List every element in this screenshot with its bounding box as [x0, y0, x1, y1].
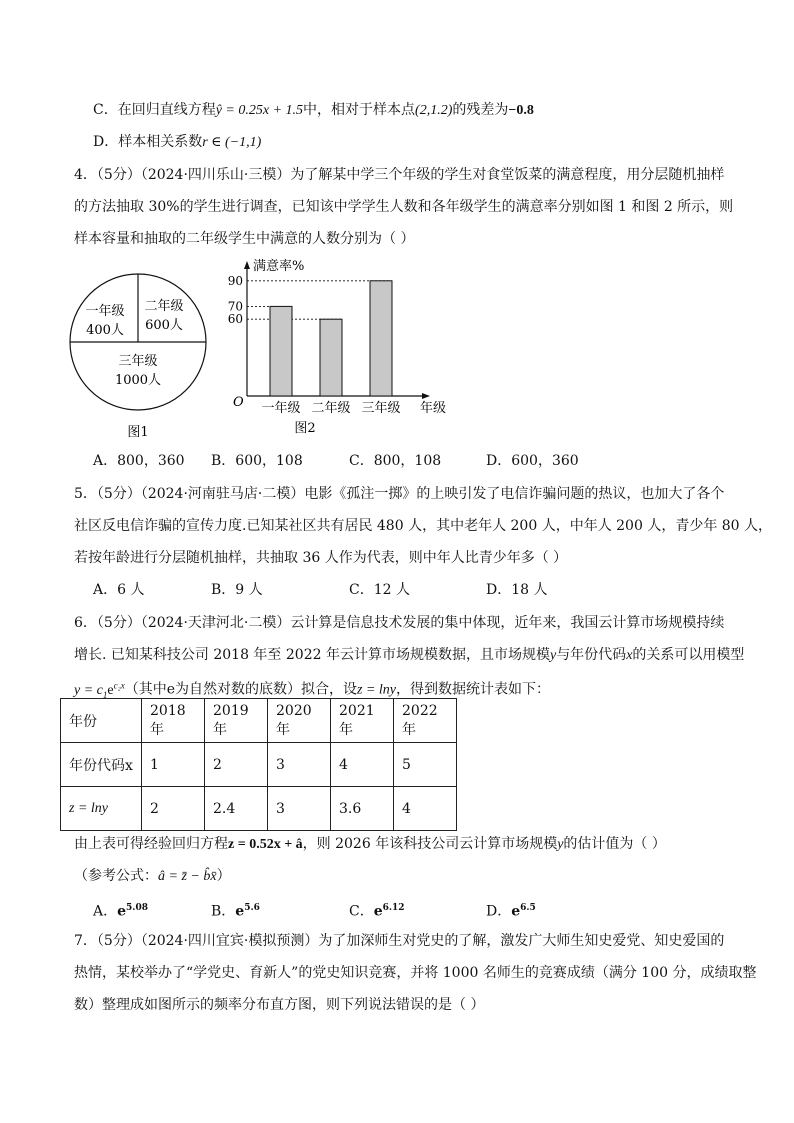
- q3-regression-equation: ŷ = 0.25x + 1.5: [215, 103, 304, 118]
- y-tick-label: 60: [227, 312, 243, 327]
- q3-sample-point: (2,1.2): [415, 103, 453, 118]
- bar-2: [320, 319, 342, 396]
- pie-grade3-label: 三年级: [118, 354, 158, 369]
- table-row-label: 年份代码x: [61, 743, 142, 787]
- table-cell: 4: [331, 743, 394, 787]
- table-row-label: z = lny: [61, 787, 142, 831]
- x-axis-label: 年级: [420, 401, 447, 416]
- table-header-cell: 2019 年: [205, 699, 268, 743]
- q3-correlation-range: r ∈ (−1,1): [202, 135, 262, 150]
- pie-grade2-count: 600人: [145, 318, 183, 333]
- q4-option-b[interactable]: B．600，108: [211, 453, 303, 469]
- pie-grade1-label: 一年级: [85, 304, 125, 319]
- q5-option-d[interactable]: D．18 人: [486, 582, 548, 598]
- q6-stem-line3: $y = c_1e^{c_2x}$（其中e为自然对数的底数）拟合，设z = lny，得到数据统计表如下：: [74, 680, 551, 700]
- q5-stem-line3: 若按年龄进行分层随机抽样，共抽取 36 人作为代表，则中年人比青少年多（ ）: [74, 550, 568, 566]
- table-cell: 5: [394, 743, 457, 787]
- q7-stem-line1: 7．（5分）（2024·四川宜宾·模拟预测）为了加深师生对党史的了解，激发广大师生知史爱党、知史爱国的: [74, 933, 725, 949]
- x-tick-label: 一年级: [261, 401, 301, 416]
- table-cell: 3: [268, 743, 331, 787]
- q4-stem-line3: 样本容量和抽取的二年级学生中满意的人数分别为（ ）: [74, 231, 415, 247]
- q4-option-c[interactable]: C．800，108: [349, 453, 442, 469]
- q4-option-d[interactable]: D．600，360: [486, 453, 579, 469]
- q7-stem-line2: 热情，某校举办了“学党史、育新人”的党史知识竞赛，并将 1000 名师生的竞赛成绩（满分 100 分，成绩取整: [74, 965, 757, 981]
- q3-option-c: C．在回归直线方程ŷ = 0.25x + 1.5中，相对于样本点(2,1.2)的残差为−0.8: [93, 102, 534, 118]
- y-axis-label: 满意率%: [253, 259, 305, 274]
- q6-option-d[interactable]: D．$e^{6.5}$: [486, 903, 536, 920]
- q6-regression-equation: z = 0.52x + â: [228, 837, 303, 852]
- table-cell: 3: [268, 787, 331, 831]
- pie-grade1-count: 400人: [86, 323, 124, 338]
- q5-option-b[interactable]: B．9 人: [211, 582, 263, 598]
- q3-option-d: D．样本相关系数r ∈ (−1,1): [93, 134, 262, 150]
- q6-data-table: [60, 698, 457, 831]
- table-header-cell: 2022 年: [394, 699, 457, 743]
- q5-option-a[interactable]: A．6 人: [93, 582, 145, 598]
- table-header-cell: 年份: [61, 699, 142, 743]
- q4-stem-line1: 4．（5分）（2024·四川乐山·三模）为了解某中学三个年级的学生对食堂饭菜的满意程度，用分层随机抽样: [74, 167, 725, 183]
- q6-stem-line1: 6．（5分）（2024·天津河北·二模）云计算是信息技术发展的集中体现，近年来，我国云计算市场规模持续: [74, 615, 725, 631]
- table-cell: 1: [142, 743, 205, 787]
- q5-stem-line1: 5．（5分）（2024·河南驻马店·二模）电影《孤注一掷》的上映引发了电信诈骗问题的热议，也加大了各个: [74, 486, 725, 502]
- x-tick-label: 二年级: [311, 401, 351, 416]
- table-row: [61, 743, 457, 787]
- q6-model-formula: $y = c_1e^{c_2x}$: [74, 680, 125, 700]
- y-axis-arrow: [244, 261, 250, 269]
- x-axis-arrow: [422, 393, 430, 399]
- q4-stem-line2: 的方法抽取 30%的学生进行调查，已知该中学学生人数和各年级学生的满意率分别如图 1 和图 2 所示，则: [74, 199, 734, 215]
- table-header-row: [61, 699, 457, 743]
- table-row: [61, 787, 457, 831]
- q6-option-c[interactable]: C．$e^{6.12}$: [349, 903, 405, 920]
- q6-reference-formula: （参考公式：â = z̄ − b̂x̄）: [74, 868, 231, 884]
- y-tick-label: 70: [227, 299, 243, 314]
- q5-stem-line2: 社区反电信诈骗的宣传力度.已知某社区共有居民 480 人，其中老年人 200 人，中年人 200 人，青少年 80 人，: [74, 518, 773, 534]
- table-cell: 2: [205, 743, 268, 787]
- y-tick-label: 90: [227, 273, 243, 288]
- pie-grade2-label: 二年级: [144, 299, 184, 314]
- q6-option-b[interactable]: B．$e^{5.6}$: [211, 903, 260, 920]
- figure2-bar-chart: [225, 256, 450, 451]
- q5-option-c[interactable]: C．12 人: [349, 582, 410, 598]
- table-header-cell: 2021 年: [331, 699, 394, 743]
- figure2-caption: 图2: [294, 421, 316, 436]
- table-header-cell: 2018 年: [142, 699, 205, 743]
- origin-label: O: [233, 395, 244, 410]
- pie-grade3-count: 1000人: [114, 373, 162, 388]
- table-cell: 4: [394, 787, 457, 831]
- table-cell: 2.4: [205, 787, 268, 831]
- q3-residual-value: −0.8: [508, 103, 534, 118]
- q7-stem-line3: 数）整理成如图所示的频率分布直方图，则下列说法错误的是（ ）: [74, 997, 485, 1013]
- table-header-cell: 2020 年: [268, 699, 331, 743]
- bar-3: [370, 281, 392, 396]
- q6-stem-line2: 增长. 已知某科技公司 2018 年至 2022 年云计算市场规模数据，且市场规模y与年份代码x的关系可以用模型: [74, 647, 745, 663]
- x-tick-label: 三年级: [361, 401, 401, 416]
- table-cell: 3.6: [331, 787, 394, 831]
- bar-1: [270, 306, 292, 396]
- table-cell: 2: [142, 787, 205, 831]
- figure1-caption: 图1: [127, 425, 149, 440]
- q6-regression-line: 由上表可得经验回归方程z = 0.52x + â，则 2026 年该科技公司云计算市场规模y的估计值为（ ）: [74, 836, 666, 852]
- q6-option-a[interactable]: A．$e^{5.08}$: [93, 903, 148, 920]
- q4-option-a[interactable]: A．800，360: [93, 453, 185, 469]
- figure1-pie-chart: [60, 260, 220, 450]
